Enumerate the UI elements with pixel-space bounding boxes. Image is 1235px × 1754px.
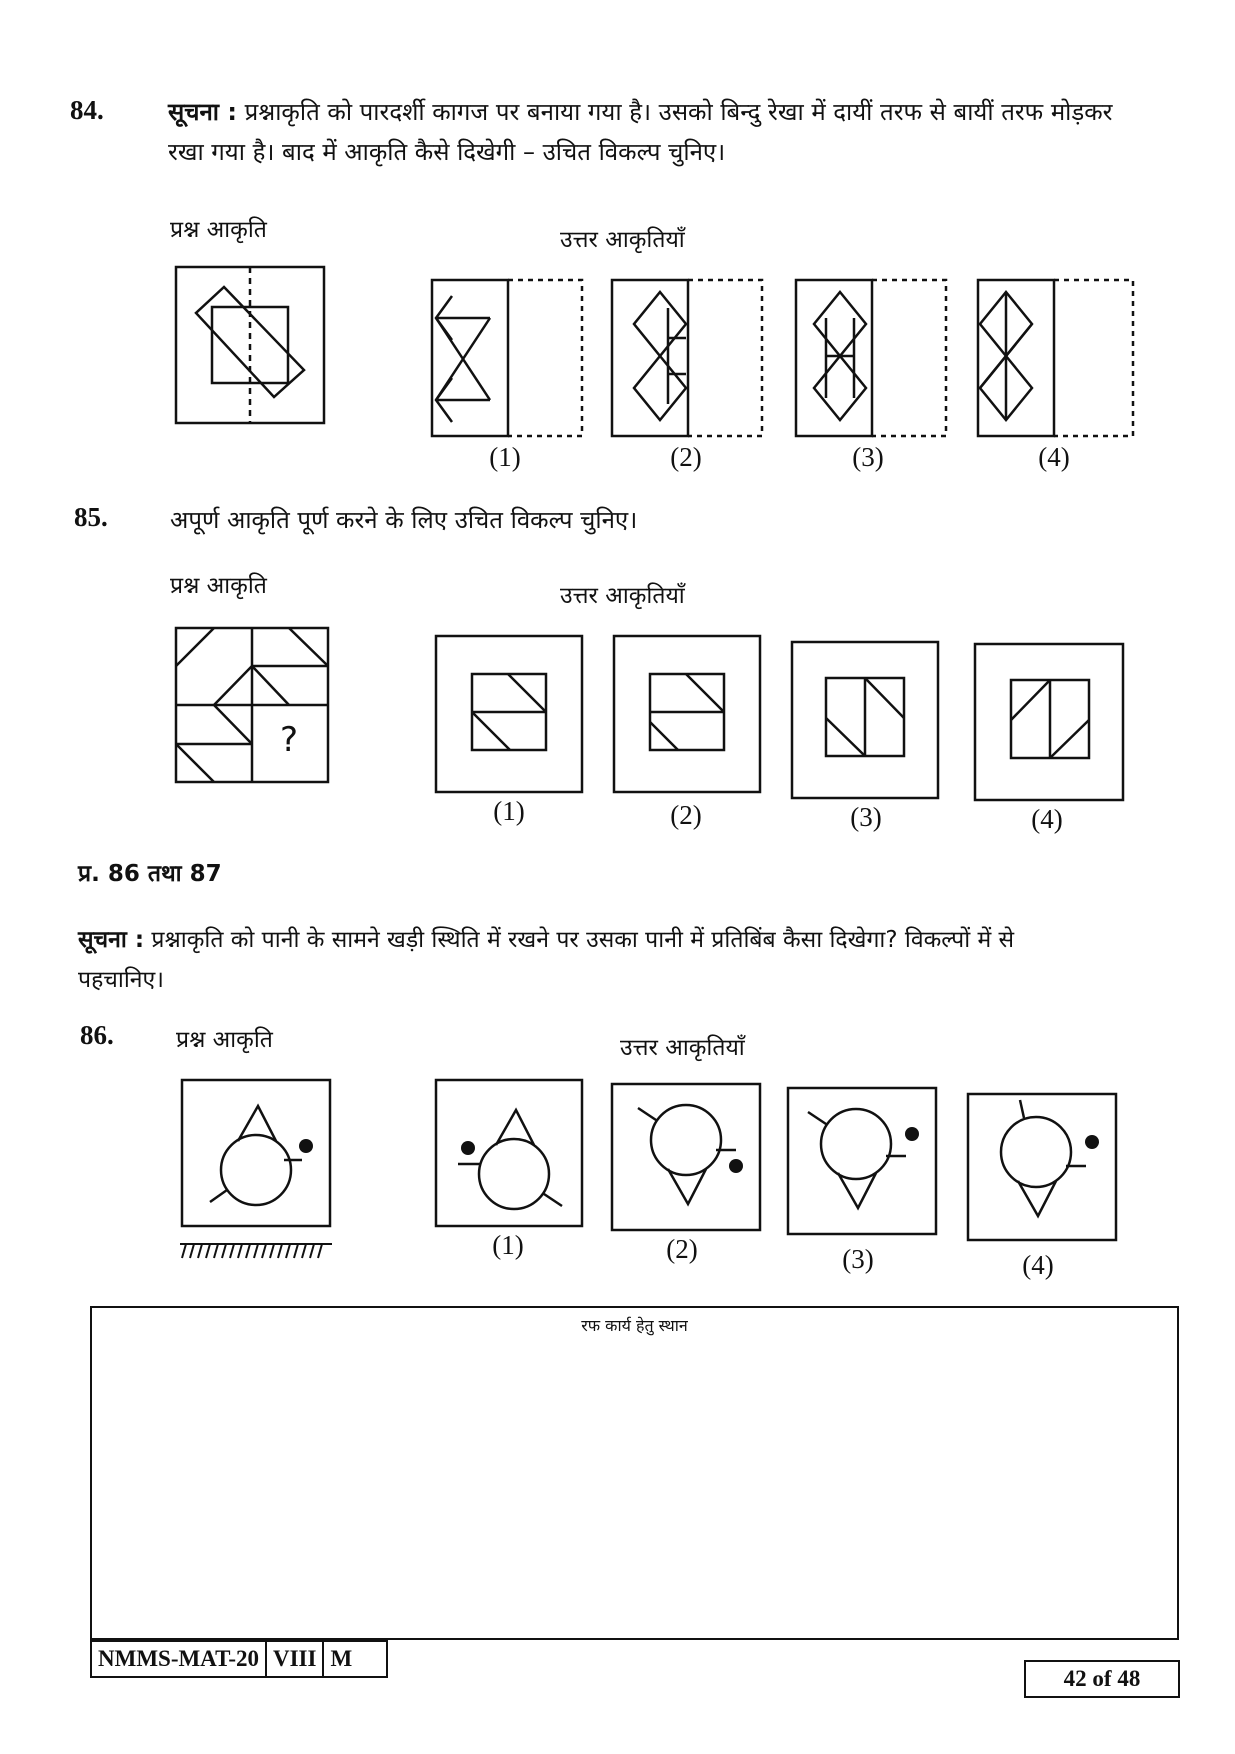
q85-option-2-label: (2): [670, 800, 702, 830]
q85-question-figure-label: प्रश्न आकृति: [170, 573, 267, 599]
q86-question-figure: [180, 1078, 332, 1260]
q84-option-4-figure[interactable]: [978, 278, 1133, 438]
q86-87-notice-line2: पहचानिए।: [78, 967, 164, 993]
q84-answer-figures-label: उत्तर आकृतियाँ: [560, 227, 685, 253]
q85-option-2-figure[interactable]: [612, 634, 762, 794]
q85-option-1-label: (1): [493, 796, 525, 826]
q85-question-figure: [174, 626, 330, 784]
question-number-86: 86.: [80, 1020, 114, 1050]
q84-option-2-label: (2): [670, 442, 702, 472]
q86-87-notice-line1: प्रश्नाकृति को पानी के सामने खड़ी स्थिति में रखने पर उसका पानी में प्रतिबिंब कैसा दिखेगा? विकल्पों में से: [151, 927, 1015, 953]
paper-code: NMMS-MAT-20: [90, 1640, 267, 1678]
q86-option-3-figure[interactable]: [786, 1086, 938, 1236]
q84-option-4-label: (4): [1038, 442, 1070, 472]
q86-option-4-figure[interactable]: [966, 1092, 1118, 1242]
page-number: 42 of 48: [1024, 1660, 1180, 1698]
q86-option-2-label: (2): [666, 1234, 698, 1264]
paper-class: VIII: [267, 1640, 324, 1678]
q85-answer-figures-label: उत्तर आकृतियाँ: [560, 583, 685, 609]
q84-option-2-figure[interactable]: [612, 278, 762, 438]
q86-answer-figures-label: उत्तर आकृतियाँ: [620, 1035, 745, 1061]
q84-option-1-figure[interactable]: [432, 278, 582, 438]
q84-notice: [168, 92, 1208, 172]
rough-work-box: [90, 1306, 1179, 1640]
q86-option-2-figure[interactable]: [610, 1082, 762, 1232]
q86-option-1-figure[interactable]: [434, 1078, 584, 1228]
q86-option-1-label: (1): [492, 1230, 524, 1260]
q86-87-heading: प्र. 86 तथा 87: [78, 861, 222, 887]
question-number-84: 84.: [70, 95, 104, 125]
q85-option-4-figure[interactable]: [973, 642, 1125, 802]
q85-instruction: अपूर्ण आकृति पूर्ण करने के लिए उचित विकल्प चुनिए।: [170, 506, 638, 534]
paper-medium: M: [324, 1640, 388, 1678]
q85-option-3-label: (3): [850, 802, 882, 832]
q86-option-4-label: (4): [1022, 1250, 1054, 1280]
q84-option-3-figure[interactable]: [796, 278, 946, 438]
q86-option-3-label: (3): [842, 1244, 874, 1274]
q86-87-notice-label: सूचना :: [78, 927, 145, 953]
q84-notice-line1: प्रश्नाकृति को पारदर्शी कागज पर बनाया गया है। उसको बिन्दु रेखा में दायीं तरफ से बायीं तरफ मोड़कर: [244, 98, 1113, 126]
q84-option-3-label: (3): [852, 442, 884, 472]
paper-code-box: [90, 1640, 388, 1678]
q84-notice-label: सूचना :: [168, 98, 237, 126]
rough-work-label: रफ कार्य हेतु स्थान: [581, 1316, 688, 1335]
q85-option-3-figure[interactable]: [790, 640, 940, 800]
q86-question-figure-label: प्रश्न आकृति: [176, 1027, 273, 1053]
q84-question-figure: [174, 265, 326, 425]
q85-option-1-figure[interactable]: [434, 634, 584, 794]
q84-notice-line2: रखा गया है। बाद में आकृति कैसे दिखेगी – उचित विकल्प चुनिए।: [168, 138, 726, 166]
q85-option-4-label: (4): [1031, 804, 1063, 834]
question-number-85: 85.: [74, 502, 108, 532]
q84-question-figure-label: प्रश्न आकृति: [170, 217, 267, 243]
q86-87-notice: [78, 920, 1198, 1000]
q84-option-1-label: (1): [489, 442, 521, 472]
q85-question-mark: ?: [280, 720, 299, 760]
